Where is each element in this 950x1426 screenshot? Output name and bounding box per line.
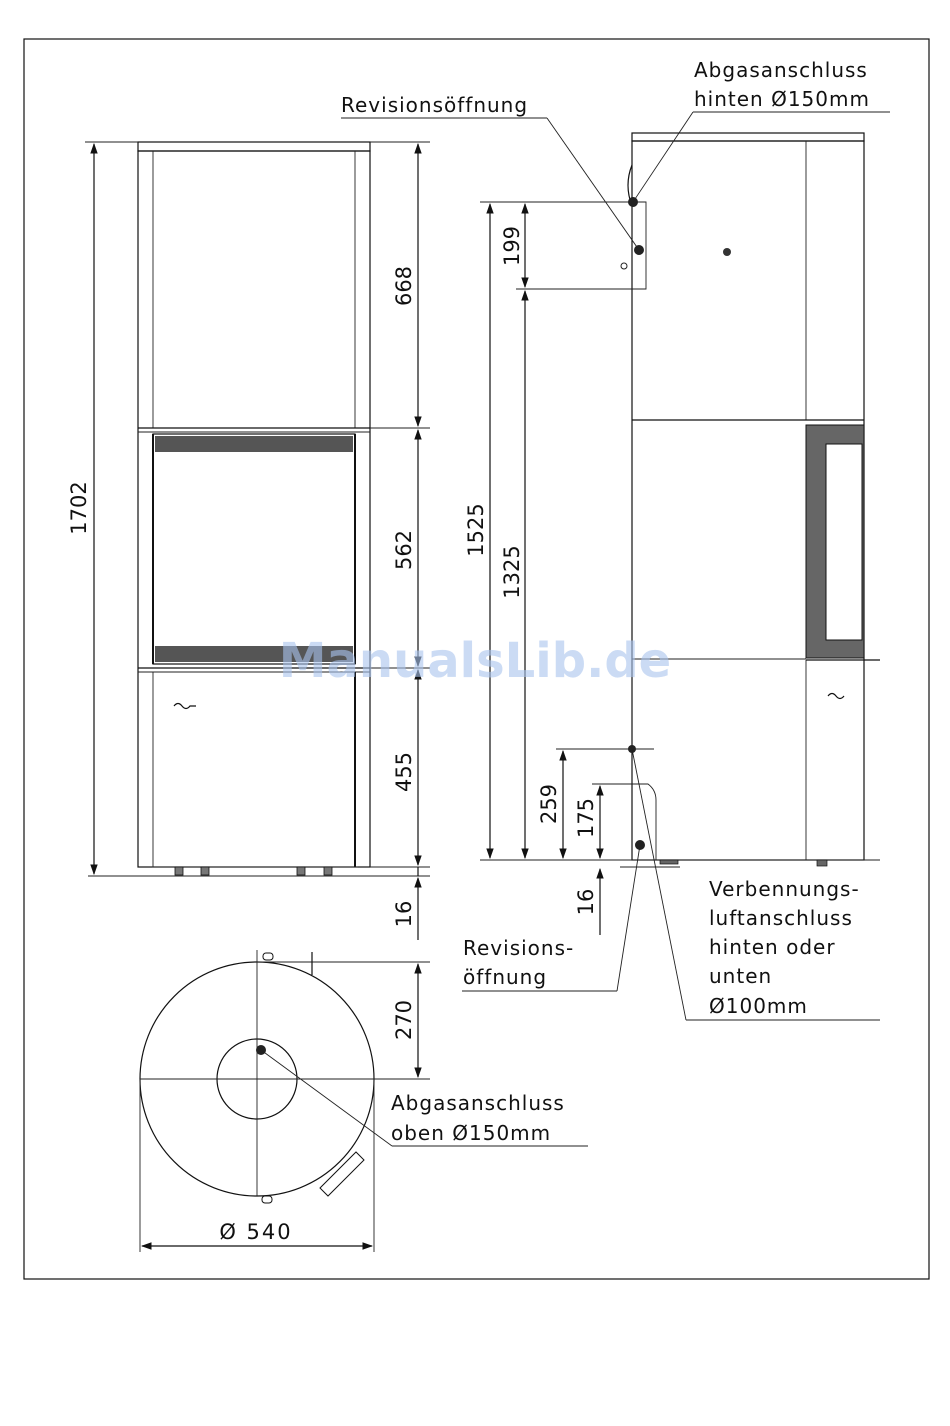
dim-16-side: 16 [574,888,598,916]
label-flue-top-1: Abgasanschluss [391,1091,565,1115]
label-flue-rear-1: Abgasanschluss [694,58,868,82]
label-revision-bottom-2: öffnung [463,965,548,989]
dim-562: 562 [392,529,416,571]
label-air-5: Ø100mm [709,994,808,1018]
dim-540: Ø 540 [219,1220,293,1244]
dim-668: 668 [392,265,416,307]
side-handle-icon [828,694,844,699]
door-handle-icon [174,704,196,709]
label-air-2: luftanschluss [709,906,853,930]
label-revision-top: Revisionsöffnung [341,93,529,117]
label-air-3: hinten oder [709,935,836,959]
dim-175: 175 [574,797,598,839]
front-feet [175,867,332,875]
label-revision-bottom-1: Revisions- [463,936,575,960]
top-view [140,950,588,1252]
dim-270: 270 [392,999,416,1041]
dim-199: 199 [500,225,524,267]
dim-455: 455 [392,751,416,793]
label-air-1: Verbennungs- [709,877,860,901]
label-flue-rear-2: hinten Ø150mm [694,87,870,111]
dim-1525: 1525 [464,503,488,557]
dim-1702: 1702 [67,481,91,535]
label-flue-top-2: oben Ø150mm [391,1121,552,1145]
firebox-window [153,434,355,664]
side-knob-icon [723,248,731,256]
dim-16-front: 16 [392,900,416,928]
watermark: ManualsLib.de [278,633,672,689]
dim-259: 259 [537,783,561,825]
dim-1325: 1325 [500,545,524,599]
front-view [67,142,430,940]
label-air-4: unten [709,964,773,988]
